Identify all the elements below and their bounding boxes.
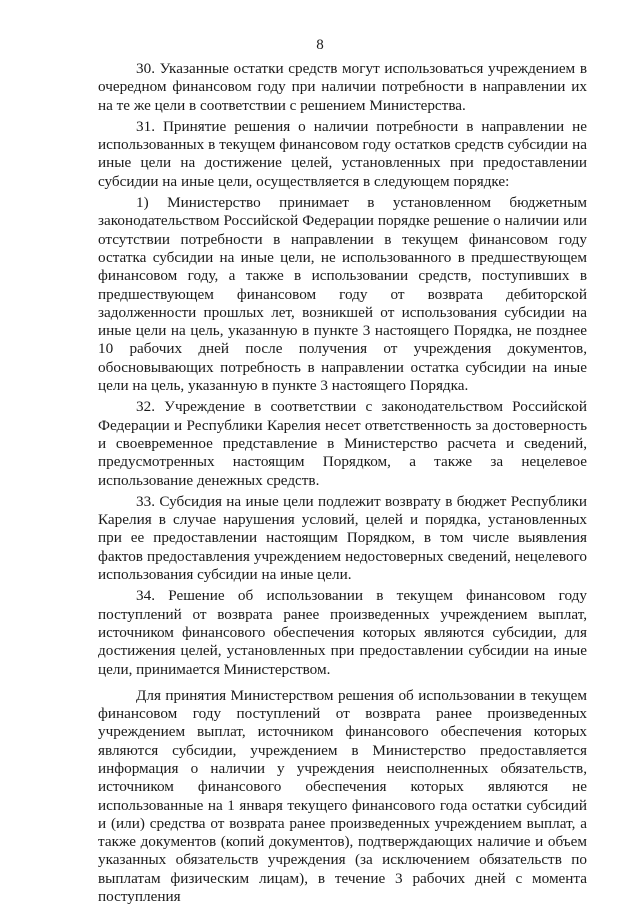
paragraph-31-item-1: 1) Министерство принимает в установленном бюджетным законодательством Российской Федерации порядке решение о наличии или отсутствии потребности в направлении в текущем финансовом году остатка субсидии на иные цели, не использованного в предшествующем финансовом году, а также в использовании средств, поступивших в предшествующем финансовом году от возврата дебиторской задолженности прошлых лет, возникшей от использования субсидии на иные цели на цель, указанную в пункте 3 настоящего Порядка, не позднее 10 рабочих дней после получения от учреждения документов, обосновывающих потребность в направлении остатка субсидии на иные цели на цель, указанную в пункте 3 настоящего Порядка. bbox=[98, 194, 587, 395]
paragraph-31: 31. Принятие решения о наличии потребности в направлении не использованных в текущем финансовом году остатков средств субсидии на иные цели на достижение целей, установленных при предоставлении субсидии на иные цели, осуществляется в следующем порядке: bbox=[98, 117, 587, 190]
paragraph-32: 32. Учреждение в соответствии с законодательством Российской Федерации и Республики Карелия несет ответственность за достоверность и своевременное представление в Министерство расчета и сведений, предусмотренных настоящим Порядком, а также за нецелевое использование денежных средств. bbox=[98, 398, 587, 489]
paragraph-30: 30. Указанные остатки средств могут использоваться учреждением в очередном финансовом году при наличии потребности в направлении их на те же цели в соответствии с решением Министерства. bbox=[98, 60, 587, 114]
paragraph-34-continuation: Для принятия Министерством решения об использовании в текущем финансовом году поступлений от возврата ранее произведенных учреждением выплат, источником финансового обеспечения которых являются субсидии, учреждением в Министерство предоставляется информация о наличии у учреждения неисполненных обязательств, источником финансового обеспечения которых являются не использованные на 1 января текущего финансового года остатки субсидий и (или) средства от возврата ранее произведенных учреждением выплат, а также документов (копий документов), подтверждающих наличие и объем указанных обязательств учреждения (за исключением обязательств по выплатам физическим лицам), в течение 3 рабочих дней с момента поступления bbox=[98, 686, 587, 906]
paragraph-34: 34. Решение об использовании в текущем финансовом году поступлений от возврата ранее произведенных учреждением выплат, источником финансового обеспечения которых являются субсидии, для достижения целей, установленных при предоставлении субсидии на иные цели, принимается Министерством. bbox=[98, 587, 587, 678]
document-body bbox=[98, 60, 587, 909]
page-number: 8 bbox=[316, 37, 324, 53]
paragraph-33: 33. Субсидия на иные цели подлежит возврату в бюджет Республики Карелия в случае нарушения условий, целей и порядка, установленных при ее предоставлении настоящим Порядком, в том числе выявления фактов предоставления учреждением недостоверных сведений, нецелевого использования субсидии на иные цели. bbox=[98, 492, 587, 584]
